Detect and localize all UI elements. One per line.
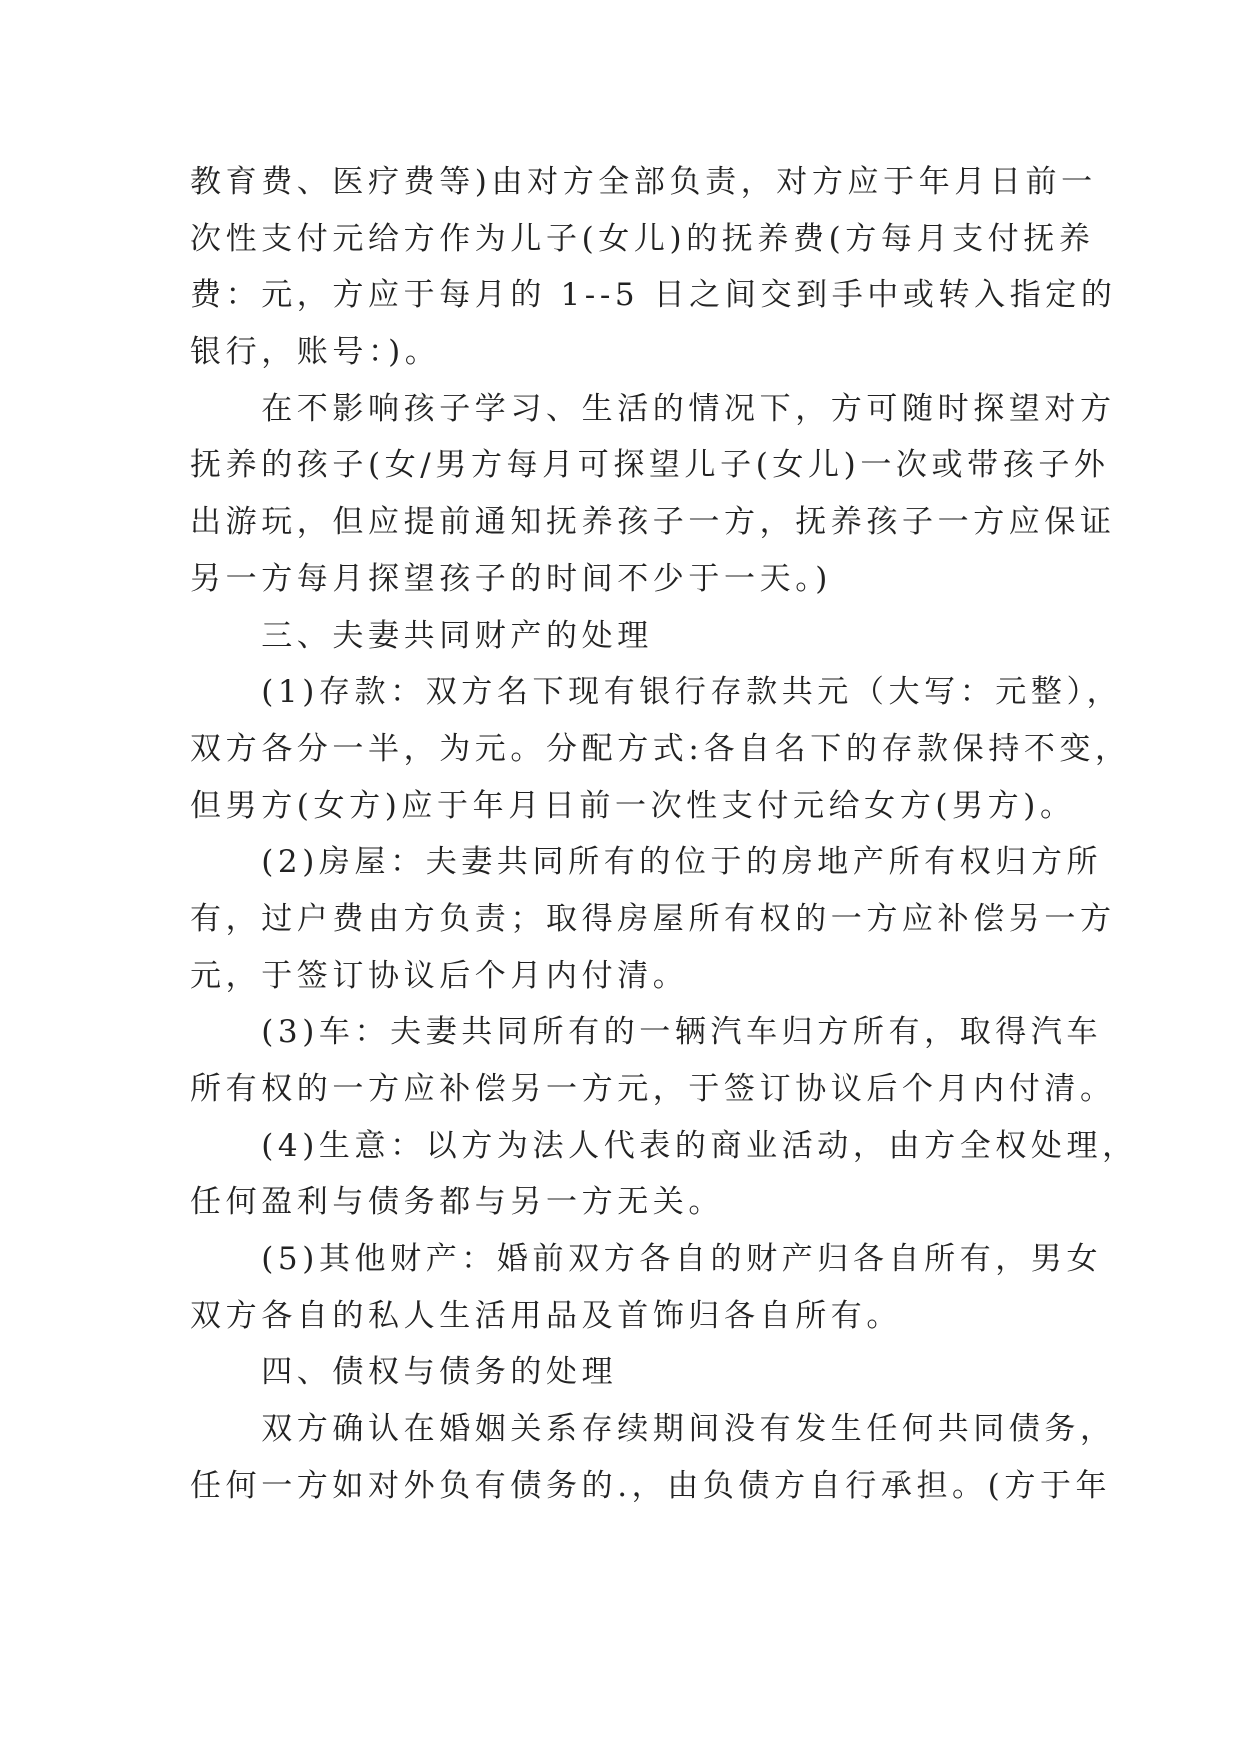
section-heading: 四、债权与债务的处理	[190, 1354, 618, 1391]
text-line: 出游玩，但应提前通知抚养孩子一方，抚养孩子一方应保证	[190, 504, 1116, 541]
text-line: 另一方每月探望孩子的时间不少于一天。)	[190, 560, 832, 597]
text-line: 银行，账号：)。	[190, 334, 441, 371]
text-line: (5)其他财产：婚前双方各自的财产归各自所有，男女	[190, 1241, 1103, 1278]
text-line: 抚养的孩子(女/男方每月可探望儿子(女儿)一次或带孩子外	[190, 447, 1110, 484]
document-body	[190, 154, 1138, 1515]
text-line: 所有权的一方应补偿另一方元，于签订协议后个月内付清。	[190, 1071, 1116, 1107]
text-line: 元，于签订协议后个月内付清。	[190, 957, 689, 994]
text-line: 双方各分一半，为元。分配方式:各自名下的存款保持不变，	[190, 730, 1131, 767]
text-line: 双方各自的私人生活用品及首饰归各自所有。	[190, 1297, 902, 1334]
section-heading: 三、夫妻共同财产的处理	[190, 617, 653, 654]
text-line: (1)存款：双方名下现有银行存款共元（大写：元整），	[190, 674, 1123, 711]
text-line: 有，过户费由方负责；取得房屋所有权的一方应补偿另一方	[190, 900, 1116, 937]
text-line: 费：元，方应于每月的 1--5 日之间交到手中或转入指定的	[190, 277, 1117, 314]
text-line: 任何一方如对外负有债务的.，由负债方自行承担。(方于年	[190, 1467, 1112, 1504]
text-line: 次性支付元给方作为儿子(女儿)的抚养费(方每月支付抚养	[190, 220, 1095, 257]
text-line: (2)房屋：夫妻共同所有的位于的房地产所有权归方所	[190, 844, 1103, 881]
text-line: 在不影响孩子学习、生活的情况下，方可随时探望对方	[190, 390, 1116, 427]
text-line: 教育费、医疗费等)由对方全部负责，对方应于年月日前一	[190, 164, 1097, 200]
text-line: (4)生意：以方为法人代表的商业活动，由方全权处理，	[190, 1127, 1138, 1164]
text-line: 但男方(女方)应于年月日前一次性支付元给女方(男方)。	[190, 787, 1076, 824]
text-line: (3)车：夫妻共同所有的一辆汽车归方所有，取得汽车	[190, 1014, 1103, 1051]
text-line: 任何盈利与债务都与另一方无关。	[190, 1184, 724, 1221]
text-line: 双方确认在婚姻关系存续期间没有发生任何共同债务，	[190, 1411, 1116, 1448]
